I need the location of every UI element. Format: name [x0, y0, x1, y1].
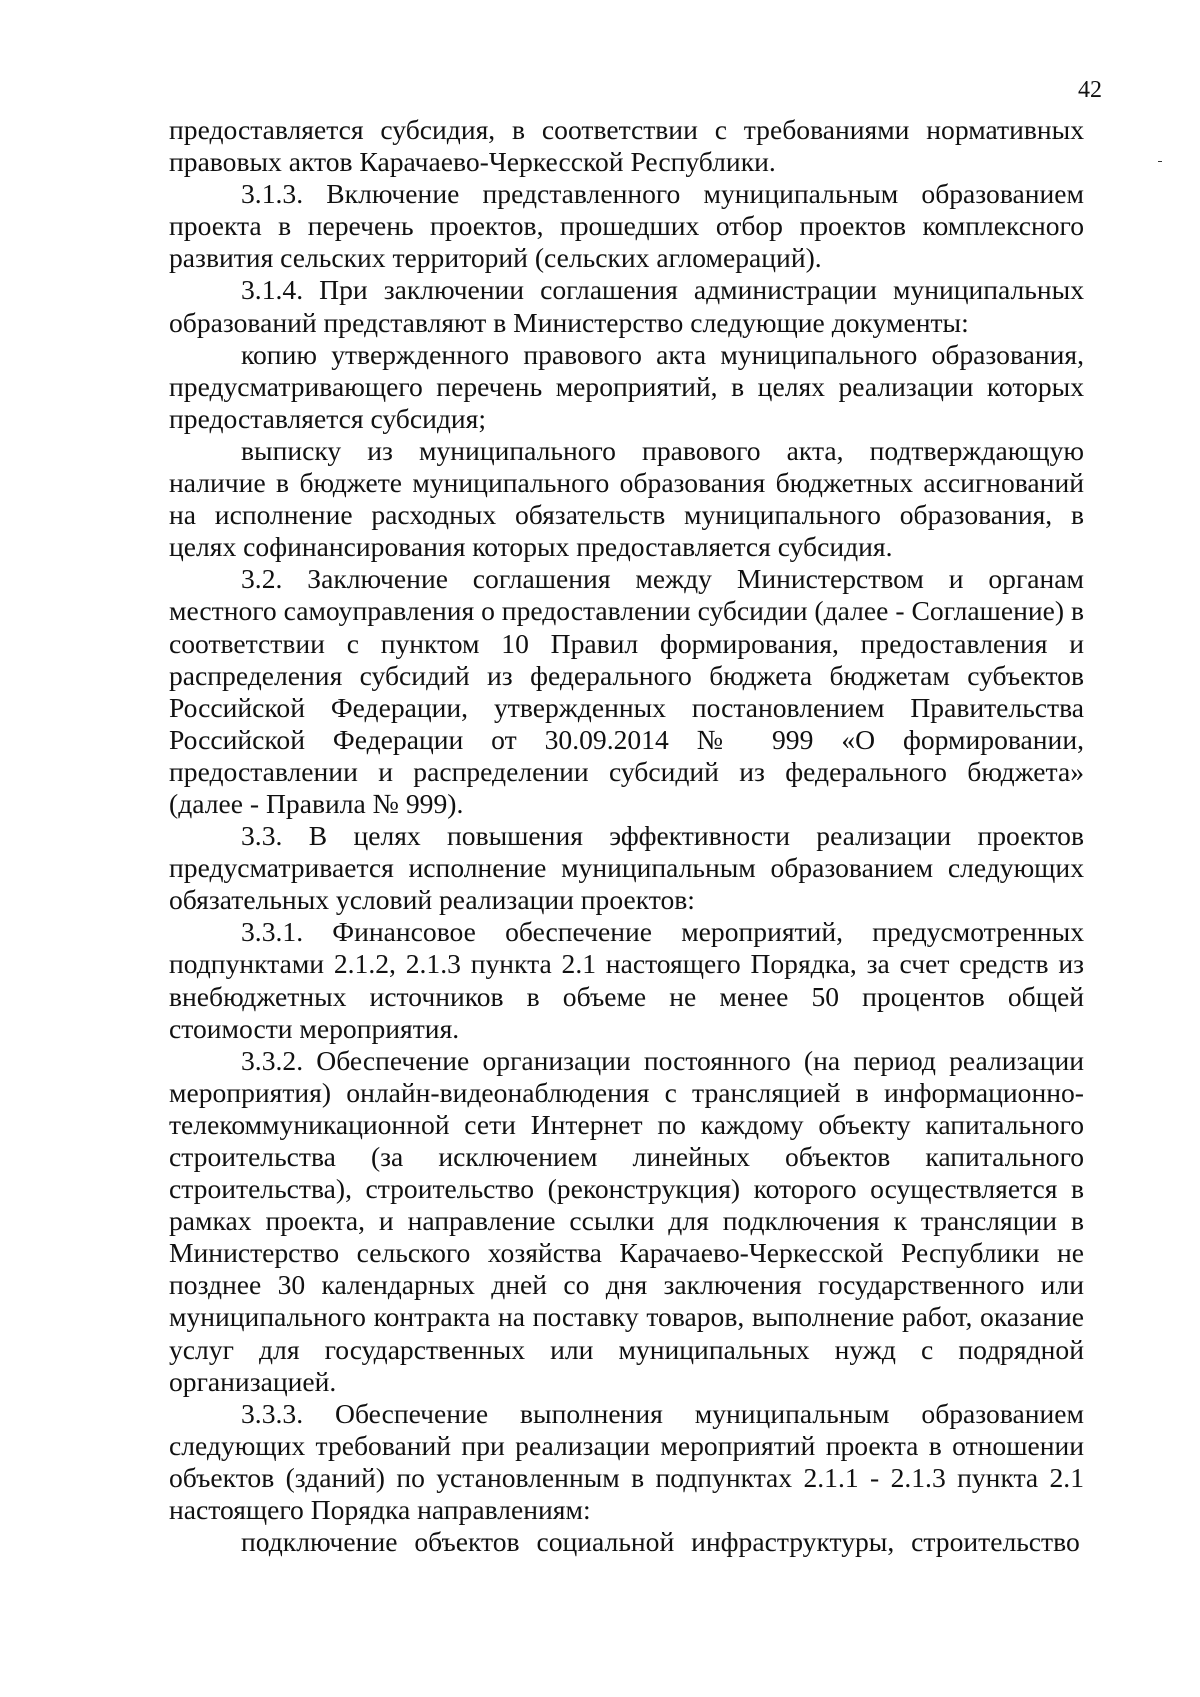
- paragraph-connection-of-objects: подключение объектов социальной инфраструктуры, строительство: [241, 1526, 1080, 1558]
- paragraph-3-3-3: 3.3.3. Обеспечение выполнения муниципальным образованием следующих требований при реализации мероприятий проекта в отношении объектов (зданий) по установленным в подпунктах 2.1.1 - 2.1.3 пункта 2.1 настоящего Порядка направлениям:: [169, 1397, 1084, 1526]
- document-body: [169, 114, 1084, 1558]
- margin-mark: [1158, 161, 1162, 162]
- paragraph-continuation: предоставляется субсидия, в соответствии с требованиями нормативных правовых актов Карачаево-Черкесской Республики.: [169, 114, 1084, 178]
- paragraph-3-3: 3.3. В целях повышения эффективности реализации проектов предусматривается исполнение муниципальным образованием следующих обязательных условий реализации проектов:: [169, 820, 1084, 916]
- paragraph-3-3-2: 3.3.2. Обеспечение организации постоянного (на период реализации мероприятия) онлайн-видеонаблюдения с трансляцией в информационно-телекоммуникационной сети Интернет по каждому объекту капитального строительства (за исключением линейных объектов капитального строительства), строительство (реконструкция) которого осуществляется в рамках проекта, и направление ссылки для подключения к трансляции в Министерство сельского хозяйства Карачаево-Черкесской Республики не позднее 30 календарных дней со дня заключения государственного или муниципального контракта на поставку товаров, выполнение работ, оказание услуг для государственных или муниципальных нужд с подрядной организацией.: [169, 1044, 1084, 1397]
- paragraph-3-2: 3.2. Заключение соглашения между Министерством и органам местного самоуправления о предоставлении субсидии (далее - Соглашение) в соответствии с пунктом 10 Правил формирования, предоставления и распределения субсидий из федерального бюджета бюджетам субъектов Российской Федерации, утвержденных постановлением Правительства Российской Федерации от 30.09.2014 № 999 «О формировании, предоставлении и распределении субсидий из федерального бюджета» (далее - Правила № 999).: [169, 563, 1084, 819]
- paragraph-3-3-1: 3.3.1. Финансовое обеспечение мероприятий, предусмотренных подпунктами 2.1.2, 2.1.3 пункта 2.1 настоящего Порядка, за счет средств из внебюджетных источников в объеме не менее 50 процентов общей стоимости мероприятия.: [169, 916, 1084, 1044]
- paragraph-3-1-4: 3.1.4. При заключении соглашения администрации муниципальных образований представляют в Министерство следующие документы:: [169, 274, 1084, 338]
- paragraph-3-1-3: 3.1.3. Включение представленного муниципальным образованием проекта в перечень проектов, прошедших отбор проектов комплексного развития сельских территорий (сельских агломераций).: [169, 178, 1084, 274]
- page-number: 42: [1078, 77, 1102, 103]
- paragraph-extract-of-act: выписку из муниципального правового акта, подтверждающую наличие в бюджете муниципального образования бюджетных ассигнований на исполнение расходных обязательств муниципального образования, в целях софинансирования которых предоставляется субсидия.: [169, 434, 1084, 563]
- paragraph-copy-of-act: копию утвержденного правового акта муниципального образования, предусматривающего перечень мероприятий, в целях реализации которых предоставляется субсидия;: [169, 338, 1084, 434]
